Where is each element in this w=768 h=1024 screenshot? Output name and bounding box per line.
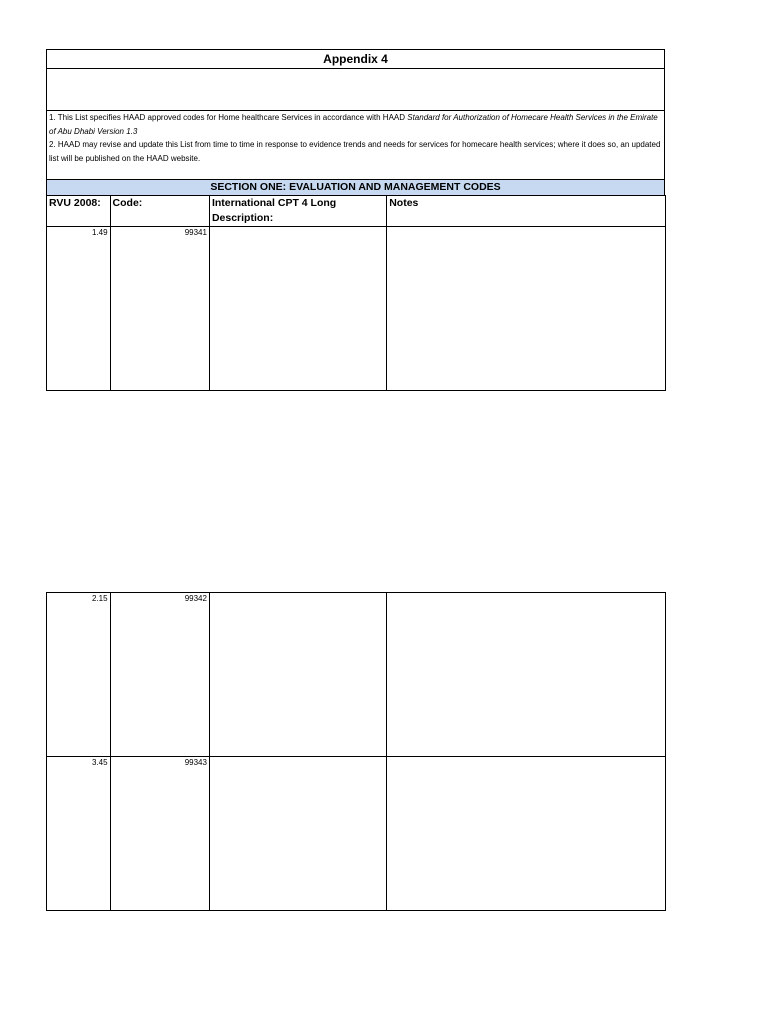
notes-cell (387, 757, 666, 911)
header-code: Code: (110, 196, 209, 227)
code-cell: 99342 (110, 593, 209, 757)
header-rvu: RVU 2008: (47, 196, 111, 227)
header-description: International CPT 4 Long Description: (209, 196, 386, 227)
table-row (47, 593, 666, 757)
note-1-text: 1. This List specifies HAAD approved codes for Home healthcare Services in accordance with HAAD (49, 113, 408, 122)
rvu-cell: 1.49 (47, 227, 111, 391)
code-cell: 99341 (110, 227, 209, 391)
table-header-row (47, 196, 666, 227)
description-cell (209, 227, 386, 391)
description-cell (209, 757, 386, 911)
rvu-cell: 2.15 (47, 593, 111, 757)
header-notes: Notes (387, 196, 666, 227)
codes-table-page-2 (46, 592, 666, 911)
rvu-cell: 3.45 (47, 757, 111, 911)
description-cell (209, 593, 386, 757)
note-1 (49, 111, 662, 138)
note-2: 2. HAAD may revise and update this List from time to time in response to evidence trends and needs for services for homecare health services; where it does so, an updated list will be published on the HAAD website. (49, 140, 661, 163)
section-title: SECTION ONE: EVALUATION AND MANAGEMENT CODES (46, 179, 665, 196)
intro-notes (46, 110, 665, 180)
table-row (47, 227, 666, 391)
codes-table-page-1 (46, 195, 666, 391)
blank-header-row (46, 68, 665, 111)
code-cell: 99343 (110, 757, 209, 911)
note-1-standard-title: Standard for Authorization of Homecare Health Services in the Emirate of Abu Dhabi Version 1.3 (49, 113, 658, 136)
notes-cell (387, 227, 666, 391)
appendix-title: Appendix 4 (46, 49, 665, 69)
notes-cell (387, 593, 666, 757)
table-row (47, 757, 666, 911)
